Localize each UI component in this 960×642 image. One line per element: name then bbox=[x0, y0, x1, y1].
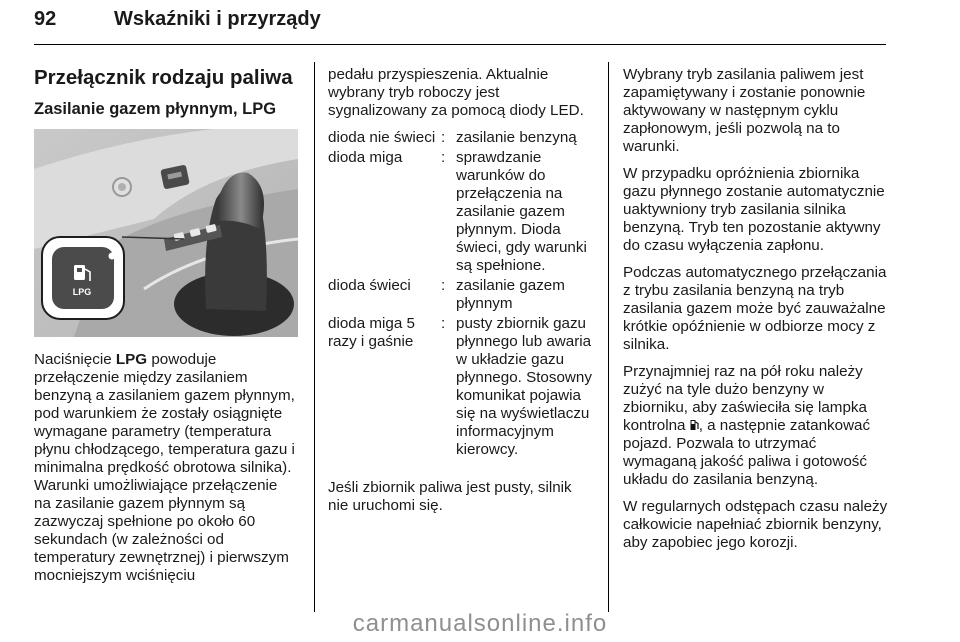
section-title: Wskaźniki i przyrządy bbox=[114, 8, 321, 30]
fuel-pump-icon bbox=[690, 418, 699, 430]
column-middle bbox=[328, 66, 594, 524]
separator: : bbox=[441, 277, 446, 294]
list-item bbox=[328, 315, 594, 459]
list-item bbox=[328, 149, 594, 275]
intro-paragraph: Naciśnięcie LPG powoduje przełączenie między zasilaniem benzyną a zasilaniem gazem płynnym, pod warunkiem że zostały osiągnięte wymagane parametry (temperatura płynu chłodzącego, temperatura gazu i minimalna prędkość obrotowa silnika). Warunki umożliwiające przełączenie na zasilanie gazem płynnym są zazwyczaj spełnione po około 60 sekundach (w zależności od temperatury zewnętrznej) i pierwszym mocniejszym wciśnięciu bbox=[34, 351, 295, 584]
header-rule bbox=[34, 44, 886, 45]
column-divider bbox=[608, 62, 609, 612]
paragraph: W przypadku opróżnienia zbiornika gazu płynnego zostanie automatycznie uaktywniony tryb zasilania silnika benzyną. Tryb ten pozostanie aktywny do czasu wyłączenia zapłonu. bbox=[623, 165, 885, 254]
watermark: carmanualsonline.info bbox=[352, 610, 608, 637]
led-state: dioda miga bbox=[328, 149, 403, 166]
separator: : bbox=[441, 149, 446, 166]
led-state: dioda świeci bbox=[328, 277, 411, 294]
led-state: dioda miga 5 razy i gaśnie bbox=[328, 315, 415, 350]
lpg-button-label: LPG bbox=[72, 287, 92, 297]
led-intro: pedału przyspieszenia. Aktualnie wybrany tryb roboczy jest sygnalizowany za pomocą diody LED. bbox=[328, 66, 584, 119]
led-meaning: sprawdzanie warunków do przełączenia na zasilanie gazem płynnym. Dioda świeci, gdy warunki są spełnione. bbox=[456, 149, 587, 274]
lpg-term: LPG bbox=[115, 351, 148, 368]
gear-console-photo bbox=[34, 129, 298, 337]
column-left bbox=[34, 66, 298, 594]
led-state: dioda nie świeci bbox=[328, 129, 436, 146]
list-item bbox=[328, 129, 594, 147]
paragraph: Wybrany tryb zasilania paliwem jest zapamiętywany i zostanie ponownie aktywowany w następnym cyklu zapłonowym, jeśli pozwolą na to warunki. bbox=[623, 66, 866, 155]
led-meaning: zasilanie benzyną bbox=[456, 129, 577, 146]
led-meaning: pusty zbiornik gazu płynnego lub awaria w układzie gazu płynnego. Stosowny komunikat pojawia się na wyświetlaczu informacyjnym kierowcy. bbox=[456, 315, 592, 458]
page-header bbox=[34, 8, 886, 44]
led-meaning: zasilanie gazem płynnym bbox=[456, 277, 565, 312]
column-divider bbox=[314, 62, 315, 612]
column-right bbox=[623, 66, 889, 561]
page-heading: Przełącznik rodzaju paliwa bbox=[34, 66, 293, 89]
paragraph: Przynajmniej raz na pół roku należy zużyć na tyle dużo benzyny w zbiorniku, aby zaświeciła się lampka kontrolna , a następnie zatankować pojazd. Pozwala to utrzymać wymaganą jakość paliwa i gotowość układu do zasilania benzyną. bbox=[623, 363, 871, 488]
paragraph: Podczas automatycznego przełączania z trybu zasilania benzyną na tryb zasilania gazem może być zauważalne krótkie opóźnienie w odbiorze mocy z silnika. bbox=[623, 264, 887, 353]
separator: : bbox=[441, 129, 446, 146]
paragraph: W regularnych odstępach czasu należy całkowicie napełniać zbiornik benzyny, aby zapobiec jego korozji. bbox=[623, 498, 888, 551]
page-number: 92 bbox=[34, 8, 57, 30]
list-item bbox=[328, 277, 594, 313]
empty-tank-note: Jeśli zbiornik paliwa jest pusty, silnik nie uruchomi się. bbox=[328, 479, 572, 514]
subheading: Zasilanie gazem płynnym, LPG bbox=[34, 100, 277, 118]
led-status-list bbox=[328, 129, 594, 459]
separator: : bbox=[441, 315, 446, 332]
